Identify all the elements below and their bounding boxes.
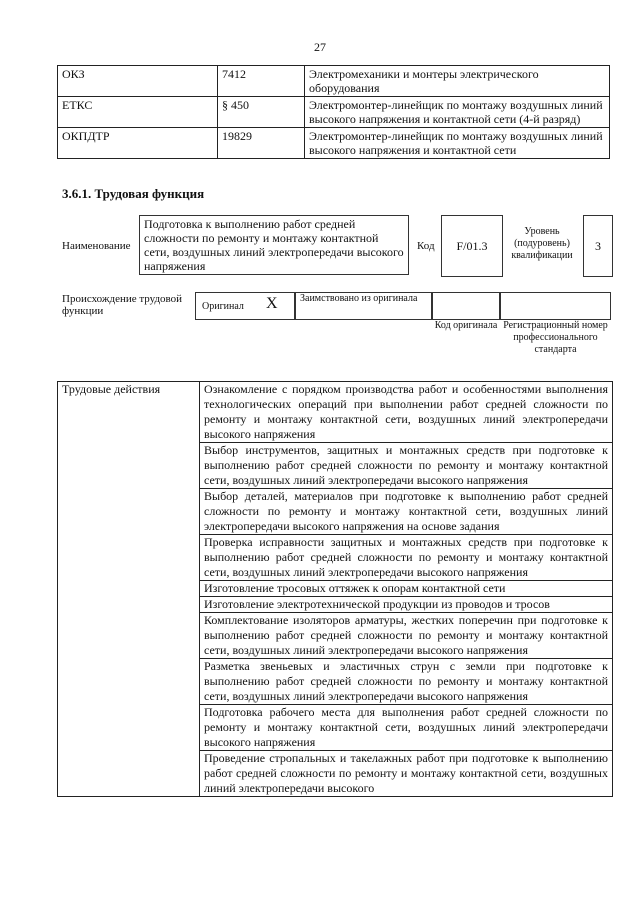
table-row xyxy=(58,66,610,97)
original-code-caption: Код оригинала xyxy=(434,320,498,331)
action-item: Разметка звеньевых и эластичных струн с земли при подготовке к выполнению работ средней сложности по ремонту и монтажу контактной сети, воздушных линий электропередачи высокого напряжения xyxy=(200,659,613,705)
labor-actions-table xyxy=(57,381,613,797)
code-label: Код xyxy=(417,240,435,252)
action-item: Проведение стропальных и такелажных работ при подготовке к выполнению работ средней сложности по ремонту и монтажу контактной сети, воздушных линий электропередачи высокого xyxy=(200,751,613,797)
table-row xyxy=(58,382,613,443)
borrowed-box: Заимствовано из оригинала xyxy=(295,292,432,320)
codes-table xyxy=(57,65,610,159)
number-cell: § 450 xyxy=(218,97,305,128)
action-item: Подготовка рабочего места для выполнения работ средней сложности по ремонту и монтажу контактной сети, воздушных линий электропередачи высокого напряжения xyxy=(200,705,613,751)
table-row xyxy=(58,128,610,159)
function-name-box: Подготовка к выполнению работ средней сложности по ремонту и монтажу контактной сети, воздушных линий электропередачи высокого напряжения xyxy=(139,215,409,275)
code-cell: ЕТКС xyxy=(58,97,218,128)
action-item: Изготовление электротехнической продукции из проводов и тросов xyxy=(200,597,613,613)
table-row xyxy=(58,97,610,128)
action-item: Выбор инструментов, защитных и монтажных средств при подготовке к выполнению работ средней сложности по ремонту и монтажу контактной сети, воздушных линий электропередачи высокого напряжения xyxy=(200,443,613,489)
action-item: Комплектование изоляторов арматуры, жестких поперечин при подготовке к выполнению работ средней сложности по ремонту и монтажу контактной сети, воздушных линий электропередачи высокого напряжения xyxy=(200,613,613,659)
function-code-box: F/01.3 xyxy=(441,215,503,277)
original-mark: X xyxy=(266,295,278,312)
number-cell: 19829 xyxy=(218,128,305,159)
level-box: 3 xyxy=(583,215,613,277)
name-label: Наименование xyxy=(62,240,131,252)
name-cell: Электромонтер-линейщик по монтажу воздушных линий высокого напряжения и контактной сети (4-й разряд) xyxy=(305,97,610,128)
level-label: Уровень (подуровень) квалификации xyxy=(511,226,573,261)
origin-label: Происхождение трудовой функции xyxy=(62,293,183,317)
original-label: Оригинал xyxy=(202,301,244,312)
page-number: 27 xyxy=(314,40,326,54)
original-box xyxy=(195,292,295,320)
section-title: 3.6.1. Трудовая функция xyxy=(62,186,205,201)
actions-header: Трудовые действия xyxy=(58,382,200,797)
code-cell: ОКЗ xyxy=(58,66,218,97)
registration-caption: Регистрационный номер профессионального стандарта xyxy=(503,320,608,355)
action-item: Выбор деталей, материалов при подготовке к выполнению работ средней сложности по ремонту и монтажу контактной сети, воздушных линий электропередачи высокого напряжения на основе задания xyxy=(200,489,613,535)
code-cell: ОКПДТР xyxy=(58,128,218,159)
action-item: Изготовление тросовых оттяжек к опорам контактной сети xyxy=(200,581,613,597)
action-item: Проверка исправности защитных и монтажных средств при подготовке к выполнению работ средней сложности по ремонту и монтажу контактной сети, воздушных линий электропередачи высокого напряжения xyxy=(200,535,613,581)
number-cell: 7412 xyxy=(218,66,305,97)
name-cell: Электромеханики и монтеры электрического оборудования xyxy=(305,66,610,97)
registration-number-box xyxy=(500,292,611,320)
name-cell: Электромонтер-линейщик по монтажу воздушных линий высокого напряжения и контактной сети xyxy=(305,128,610,159)
original-code-box xyxy=(432,292,500,320)
action-item: Ознакомление с порядком производства работ и особенностями выполнения технологических операций при выполнении работ средней сложности по ремонту и монтажу контактной сети, воздушных линий электропередачи высокого напряжения xyxy=(200,382,613,443)
